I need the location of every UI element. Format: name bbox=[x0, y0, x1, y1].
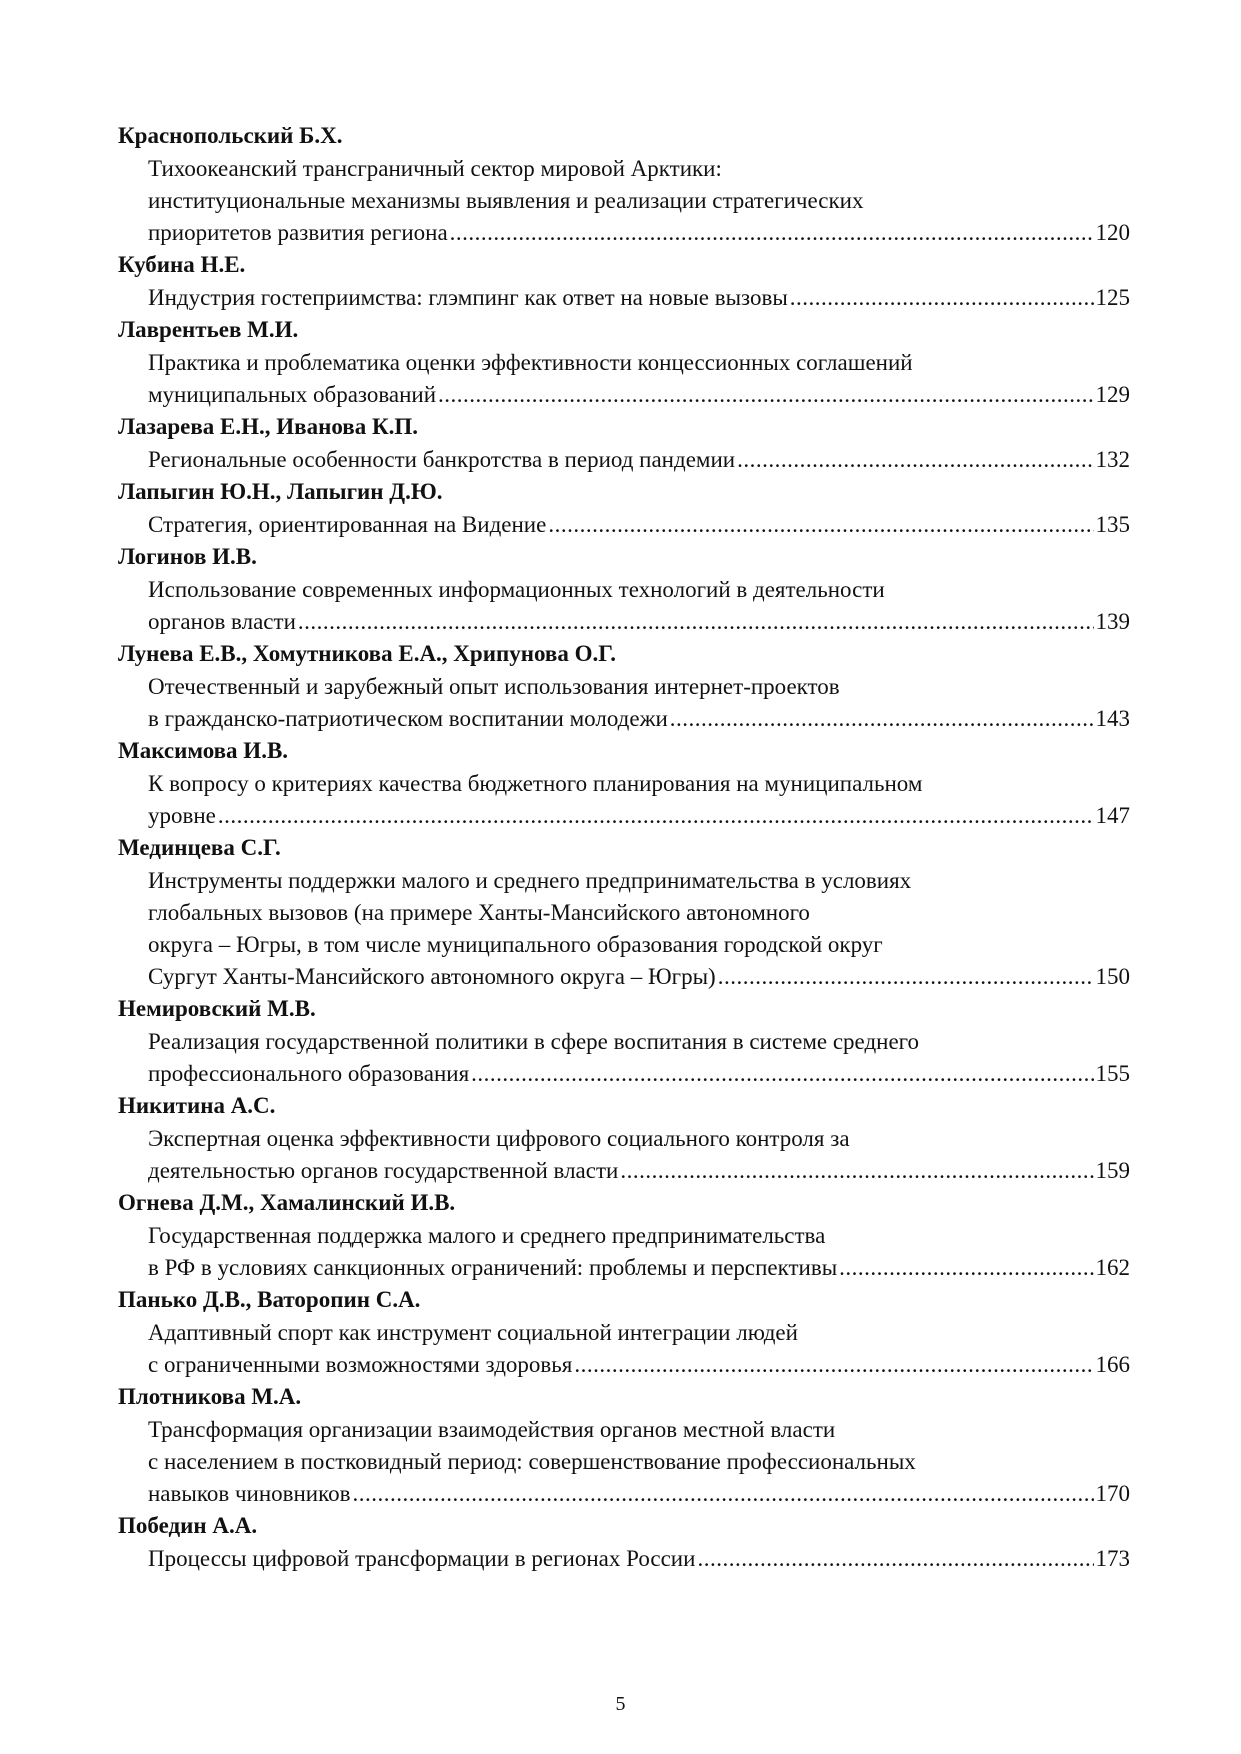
toc-entry-title-line: К вопросу о критериях качества бюджетного планирования на муниципальном bbox=[148, 771, 923, 796]
toc-entry-title-line: Использование современных информационных технологий в деятельности bbox=[148, 577, 885, 602]
dot-leader bbox=[438, 379, 1093, 411]
toc-entry-title-end: органов власти bbox=[148, 609, 296, 634]
table-of-contents bbox=[118, 120, 1130, 1575]
toc-entry-author: Кубина Н.Е. bbox=[118, 252, 246, 277]
toc-entry-page: 132 bbox=[1095, 447, 1130, 472]
toc-entry-title-line: Реализация государственной политики в сфере воспитания в системе среднего bbox=[148, 1029, 920, 1054]
dot-leader bbox=[670, 703, 1094, 735]
dot-leader bbox=[620, 1155, 1093, 1187]
toc-entry-title-end: в РФ в условиях санкционных ограничений: проблемы и перспективы bbox=[148, 1255, 838, 1280]
toc-entry-title-end: с ограниченными возможностями здоровья bbox=[148, 1352, 573, 1377]
toc-entry bbox=[118, 1381, 1130, 1510]
toc-entry-page: 150 bbox=[1095, 964, 1130, 989]
toc-entry-page: 170 bbox=[1095, 1481, 1130, 1506]
toc-entry bbox=[118, 1510, 1130, 1575]
toc-entry-page: 155 bbox=[1095, 1061, 1130, 1086]
toc-entry bbox=[118, 1090, 1130, 1187]
toc-entry-title-end: Сургут Ханты-Мансийского автономного округа – Югры) bbox=[148, 964, 716, 989]
dot-leader bbox=[471, 1058, 1093, 1090]
toc-entry-author: Лапыгин Ю.Н., Лапыгин Д.Ю. bbox=[118, 479, 443, 504]
toc-entry-author: Краснопольский Б.Х. bbox=[118, 123, 343, 148]
toc-entry-page: 125 bbox=[1095, 285, 1130, 310]
toc-entry bbox=[118, 541, 1130, 638]
toc-entry-title-line: округа – Югры, в том числе муниципального образования городской округ bbox=[148, 932, 883, 957]
toc-entry-title-line: институциональные механизмы выявления и реализации стратегических bbox=[148, 188, 864, 213]
toc-entry-last-line bbox=[118, 379, 1130, 411]
toc-entry-author: Победин А.А. bbox=[118, 1513, 258, 1538]
dot-leader bbox=[352, 1478, 1093, 1510]
dot-leader bbox=[450, 217, 1094, 249]
toc-entry-title-end: профессионального образования bbox=[148, 1061, 470, 1086]
toc-entry bbox=[118, 314, 1130, 411]
toc-entry-page: 162 bbox=[1095, 1255, 1130, 1280]
toc-entry-author: Лазарева Е.Н., Иванова К.П. bbox=[118, 414, 419, 439]
toc-entry-title-end: Процессы цифровой трансформации в регионах России bbox=[148, 1546, 696, 1571]
toc-entry-author: Плотникова М.А. bbox=[118, 1384, 302, 1409]
toc-entry-last-line bbox=[118, 1058, 1130, 1090]
toc-entry bbox=[118, 120, 1130, 249]
toc-entry-last-line bbox=[118, 606, 1130, 638]
toc-entry-last-line bbox=[118, 217, 1130, 249]
dot-leader bbox=[298, 606, 1094, 638]
toc-entry-last-line bbox=[118, 282, 1130, 314]
toc-entry-page: 159 bbox=[1095, 1158, 1130, 1183]
toc-entry-last-line bbox=[118, 800, 1130, 832]
toc-entry-last-line bbox=[118, 509, 1130, 541]
toc-entry-last-line bbox=[118, 444, 1130, 476]
toc-entry bbox=[118, 735, 1130, 832]
toc-entry-title-line: с населением в постковидный период: совершенствование профессиональных bbox=[148, 1449, 916, 1474]
toc-entry-title-end: деятельностью органов государственной власти bbox=[148, 1158, 619, 1183]
toc-entry bbox=[118, 993, 1130, 1090]
toc-entry-last-line bbox=[118, 1155, 1130, 1187]
toc-entry-last-line bbox=[118, 961, 1130, 993]
toc-entry-author: Панько Д.В., Ваторопин С.А. bbox=[118, 1287, 421, 1312]
toc-entry bbox=[118, 411, 1130, 476]
toc-entry-title-end: Стратегия, ориентированная на Видение bbox=[148, 512, 547, 537]
toc-entry-author: Лунева Е.В., Хомутникова Е.А., Хрипунова О.Г. bbox=[118, 641, 616, 666]
toc-entry-last-line bbox=[118, 1252, 1130, 1284]
toc-entry bbox=[118, 832, 1130, 993]
toc-entry-page: 147 bbox=[1095, 803, 1130, 828]
toc-entry-last-line bbox=[118, 1349, 1130, 1381]
toc-entry-title-line: Практика и проблематика оценки эффективности концессионных соглашений bbox=[148, 350, 913, 375]
toc-entry-author: Немировский М.В. bbox=[118, 996, 316, 1021]
toc-entry-page: 166 bbox=[1095, 1352, 1130, 1377]
toc-entry-title-end: навыков чиновников bbox=[148, 1481, 351, 1506]
toc-entry-title-line: глобальных вызовов (на примере Ханты-Мансийского автономного bbox=[148, 900, 810, 925]
toc-entry-title-end: в гражданско-патриотическом воспитании молодежи bbox=[148, 706, 668, 731]
toc-entry bbox=[118, 638, 1130, 735]
toc-entry-page: 120 bbox=[1095, 220, 1130, 245]
dot-leader bbox=[548, 509, 1093, 541]
toc-entry-title-line: Отечественный и зарубежный опыт использования интернет-проектов bbox=[148, 674, 840, 699]
toc-entry-page: 139 bbox=[1095, 609, 1130, 634]
toc-entry bbox=[118, 1187, 1130, 1284]
dot-leader bbox=[718, 961, 1094, 993]
toc-entry-author: Максимова И.В. bbox=[118, 738, 289, 763]
toc-entry-page: 129 bbox=[1095, 382, 1130, 407]
dot-leader bbox=[218, 800, 1094, 832]
dot-leader bbox=[737, 444, 1093, 476]
dot-leader bbox=[839, 1252, 1093, 1284]
toc-entry-author: Лаврентьев М.И. bbox=[118, 317, 299, 342]
toc-entry-title-end: муниципальных образований bbox=[148, 382, 437, 407]
dot-leader bbox=[697, 1543, 1093, 1575]
toc-entry-title-line: Адаптивный спорт как инструмент социальной интеграции людей bbox=[148, 1320, 798, 1345]
page-number: 5 bbox=[615, 1693, 626, 1715]
toc-entry-title-end: уровне bbox=[148, 803, 216, 828]
dot-leader bbox=[574, 1349, 1093, 1381]
toc-entry-title-line: Трансформация организации взаимодействия органов местной власти bbox=[148, 1417, 836, 1442]
toc-entry bbox=[118, 249, 1130, 314]
toc-entry-title-line: Экспертная оценка эффективности цифрового социального контроля за bbox=[148, 1126, 850, 1151]
toc-entry bbox=[118, 476, 1130, 541]
toc-entry-title-end: Региональные особенности банкротства в период пандемии bbox=[148, 447, 736, 472]
toc-entry-page: 135 bbox=[1095, 512, 1130, 537]
toc-entry-author: Никитина А.С. bbox=[118, 1093, 276, 1118]
toc-entry-author: Логинов И.В. bbox=[118, 544, 257, 569]
toc-entry-page: 143 bbox=[1095, 706, 1130, 731]
toc-entry-author: Огнева Д.М., Хамалинский И.В. bbox=[118, 1190, 456, 1215]
toc-entry-page: 173 bbox=[1095, 1546, 1130, 1571]
toc-entry-title-end: Индустрия гостеприимства: глэмпинг как ответ на новые вызовы bbox=[148, 285, 788, 310]
toc-entry-last-line bbox=[118, 703, 1130, 735]
toc-entry-title-line: Государственная поддержка малого и среднего предпринимательства bbox=[148, 1223, 826, 1248]
toc-entry bbox=[118, 1284, 1130, 1381]
toc-entry-title-end: приоритетов развития региона bbox=[148, 220, 448, 245]
toc-entry-title-line: Тихоокеанский трансграничный сектор мировой Арктики: bbox=[148, 156, 722, 181]
toc-entry-author: Мединцева С.Г. bbox=[118, 835, 281, 860]
toc-entry-title-line: Инструменты поддержки малого и среднего предпринимательства в условиях bbox=[148, 868, 912, 893]
toc-entry-last-line bbox=[118, 1543, 1130, 1575]
toc-entry-last-line bbox=[118, 1478, 1130, 1510]
dot-leader bbox=[790, 282, 1094, 314]
